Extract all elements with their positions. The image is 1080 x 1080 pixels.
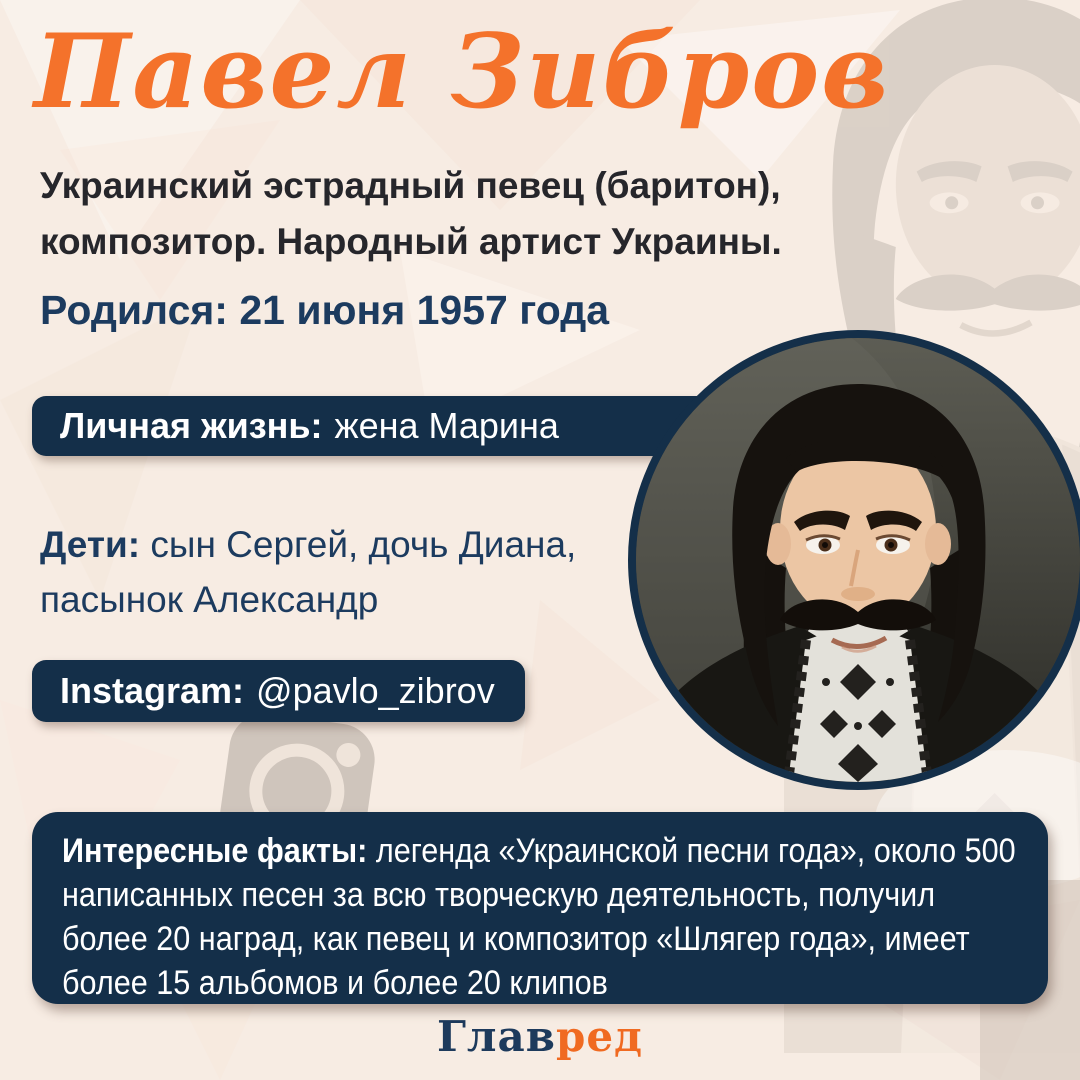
personal-life-value: жена Марина — [334, 405, 559, 446]
children-label: Дети: — [40, 524, 141, 565]
instagram-label: Instagram: — [60, 670, 245, 711]
portrait-photo — [628, 330, 1080, 790]
children-value: сын Сергей, дочь Диана, пасынок Александр — [40, 524, 577, 620]
subtitle-line-1: Украинский эстрадный певец (баритон), — [40, 165, 781, 206]
instagram-handle: @pavlo_zibrov — [256, 670, 495, 711]
personal-life-label: Личная жизнь: — [60, 405, 323, 446]
logo-part-orange: ред — [555, 1012, 644, 1061]
facts-value: легенда «Украинской песни года», около 500 написанных песен за всю творческую деятельность, получил более 20 наград, как певец и композитор «Шлягер года», имеет более 15 альбомов и более 20 клипов — [62, 832, 1016, 1002]
page-title: Павел Зибров — [34, 12, 891, 132]
facts-text — [62, 829, 1017, 1005]
facts-box — [32, 812, 1048, 1004]
subtitle — [40, 158, 782, 270]
birth-date: Родился: 21 июня 1957 года — [40, 287, 610, 333]
logo-part-navy: Глав — [436, 1012, 556, 1061]
personal-life-badge — [32, 396, 722, 456]
instagram-badge — [32, 660, 525, 722]
glavred-logo — [0, 1012, 1080, 1061]
subtitle-line-2: композитор. Народный артист Украины. — [40, 221, 782, 262]
facts-label: Интересные факты: — [62, 832, 368, 870]
children-info — [40, 517, 660, 627]
